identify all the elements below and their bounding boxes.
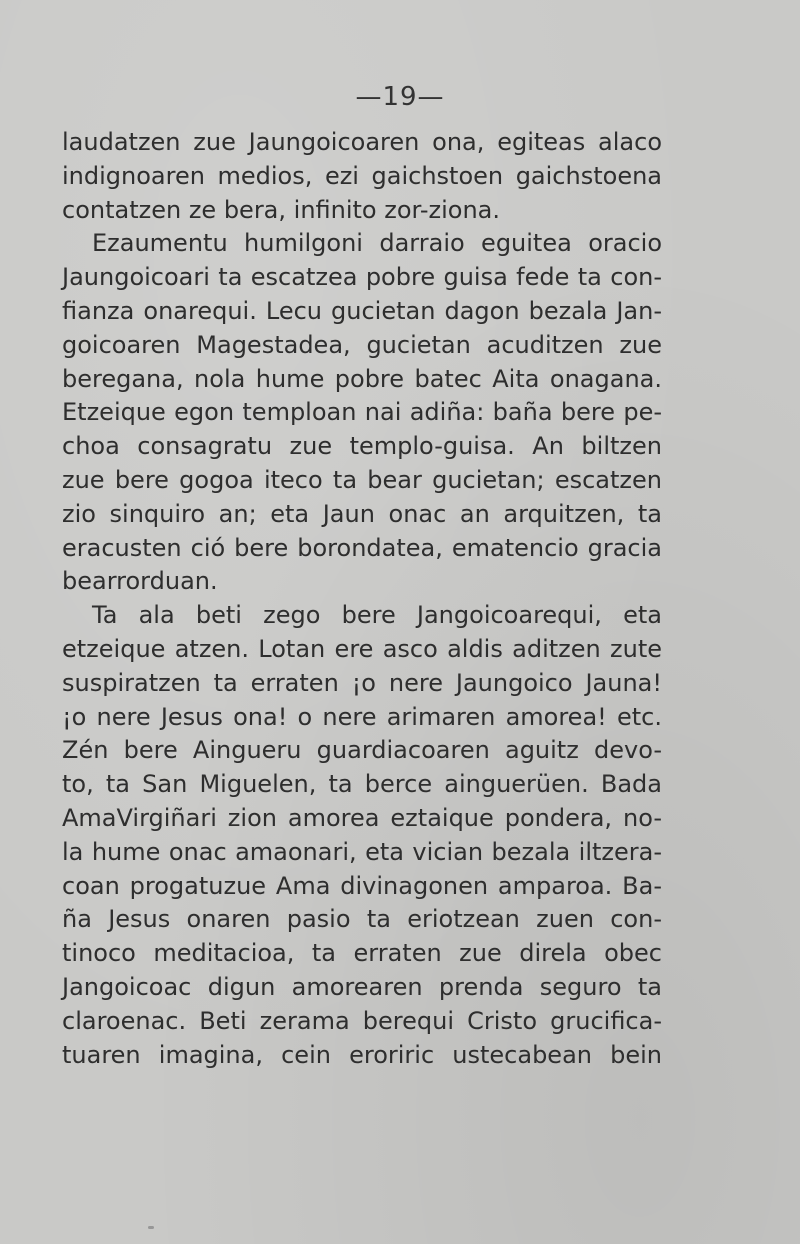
text-line: zue bere gogoa iteco ta bear gucietan; escatzen [62,465,662,494]
body-text [62,126,662,1072]
text-line: Ezaumentu humilgoni darraio eguitea oracio [92,229,662,258]
text-line: la hume onac amaonari, eta vician bezala iltzera- [62,837,662,866]
text-line: eracusten ció bere borondatea, ematencio gracia [62,533,662,562]
text-line: fianza onarequi. Lecu gucietan dagon bezala Jan- [62,296,662,325]
text-line: ña Jesus onaren pasio ta eriotzean zuen con- [62,905,662,934]
text-line: Jaungoicoari ta escatzea pobre guisa fede ta con- [62,263,662,292]
text-line: to, ta San Miguelen, ta berce ainguerüen. Bada [62,770,662,799]
paper-speck [148,1226,154,1229]
text-line: choa consagratu zue templo-guisa. An biltzen [62,432,662,461]
text-line: tinoco meditacioa, ta erraten zue direla obec [62,939,662,968]
text-line: Zén bere Aingueru guardiacoaren aguitz devo- [62,736,662,765]
text-line: tuaren imagina, cein eroriric ustecabean bein [62,1040,662,1069]
text-line: zio sinquiro an; eta Jaun onac an arquitzen, ta [62,499,662,528]
text-line: Jangoicoac digun amorearen prenda seguro ta [62,972,662,1001]
text-line: ¡o nere Jesus ona! o nere arimaren amorea! etc. [62,702,662,731]
text-line: laudatzen zue Jaungoicoaren ona, egiteas alaco [62,128,662,156]
text-line: Ta ala beti zego bere Jangoicoarequi, eta [92,601,662,630]
text-line: indignoaren medios, ezi gaichstoen gaichstoena [62,161,662,190]
text-line: coan progatuzue Ama divinagonen amparoa. Ba- [62,871,662,900]
page-number: —19— [355,82,445,112]
text-line: AmaVirgiñari zion amorea eztaique pondera, no- [62,803,662,832]
text-line: suspiratzen ta erraten ¡o nere Jaungoico Jauna! [62,668,662,697]
text-line: bearrorduan. [62,567,218,596]
text-line: Etzeique egon temploan nai adiña: baña bere pe- [62,398,662,427]
text-line: goicoaren Magestadea, gucietan acuditzen zue [62,330,662,359]
text-line: beregana, nola hume pobre batec Aita onagana. [62,364,662,393]
text-line: contatzen ze bera, infinito zor-ziona. [62,195,501,224]
text-line: etzeique atzen. Lotan ere asco aldis aditzen zute [62,634,662,663]
text-line: claroenac. Beti zerama berequi Cristo grucifica- [62,1006,662,1035]
